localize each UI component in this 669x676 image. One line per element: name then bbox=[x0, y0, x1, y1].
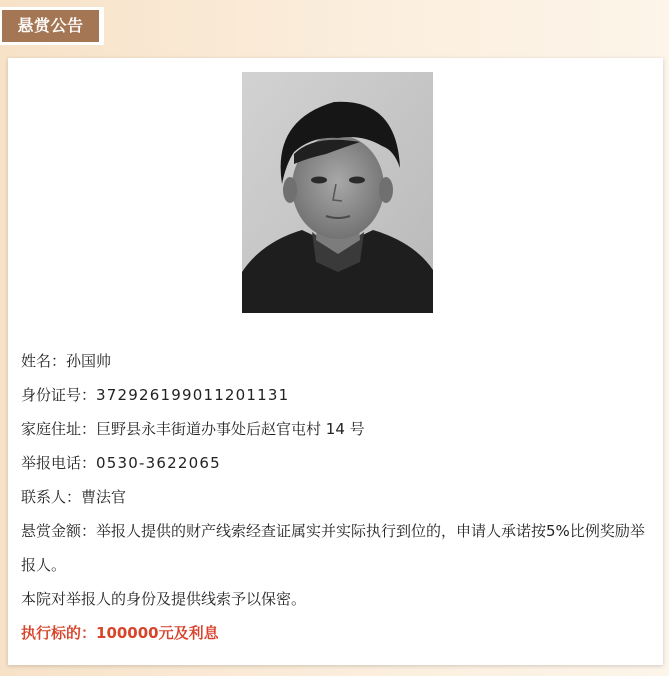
contact-value: 曹法官 bbox=[81, 488, 127, 506]
target-amount: 执行标的：100000元及利息 bbox=[21, 624, 219, 642]
reward-value: 举报人提供的财产线索经查证属实并实际执行到位的，申请人承诺按5%比例奖励举报人。 bbox=[21, 522, 645, 574]
contact-row bbox=[21, 480, 651, 514]
phone-value: 0530-3622065 bbox=[96, 454, 221, 472]
name-label: 姓名： bbox=[21, 352, 67, 370]
notice-title-tab bbox=[0, 7, 104, 45]
id-row bbox=[21, 378, 651, 412]
id-value: 372926199011201131 bbox=[96, 386, 290, 404]
phone-label: 举报电话： bbox=[21, 454, 97, 472]
address-label: 家庭住址： bbox=[21, 420, 97, 438]
suspect-photo bbox=[242, 72, 433, 313]
phone-row bbox=[21, 446, 651, 480]
notice-details bbox=[21, 344, 651, 650]
name-value: 孙国帅 bbox=[66, 352, 112, 370]
confidential-note: 本院对举报人的身份及提供线索予以保密。 bbox=[21, 590, 307, 608]
notice-card bbox=[8, 58, 663, 665]
address-row bbox=[21, 412, 651, 446]
name-row bbox=[21, 344, 651, 378]
reward-label: 悬赏金额： bbox=[21, 522, 97, 540]
notice-title: 悬赏公告 bbox=[2, 10, 99, 42]
reward-row bbox=[21, 514, 651, 582]
id-label: 身份证号： bbox=[21, 386, 97, 404]
contact-label: 联系人： bbox=[21, 488, 82, 506]
address-value: 巨野县永丰街道办事处后赵官屯村 14 号 bbox=[96, 420, 365, 438]
